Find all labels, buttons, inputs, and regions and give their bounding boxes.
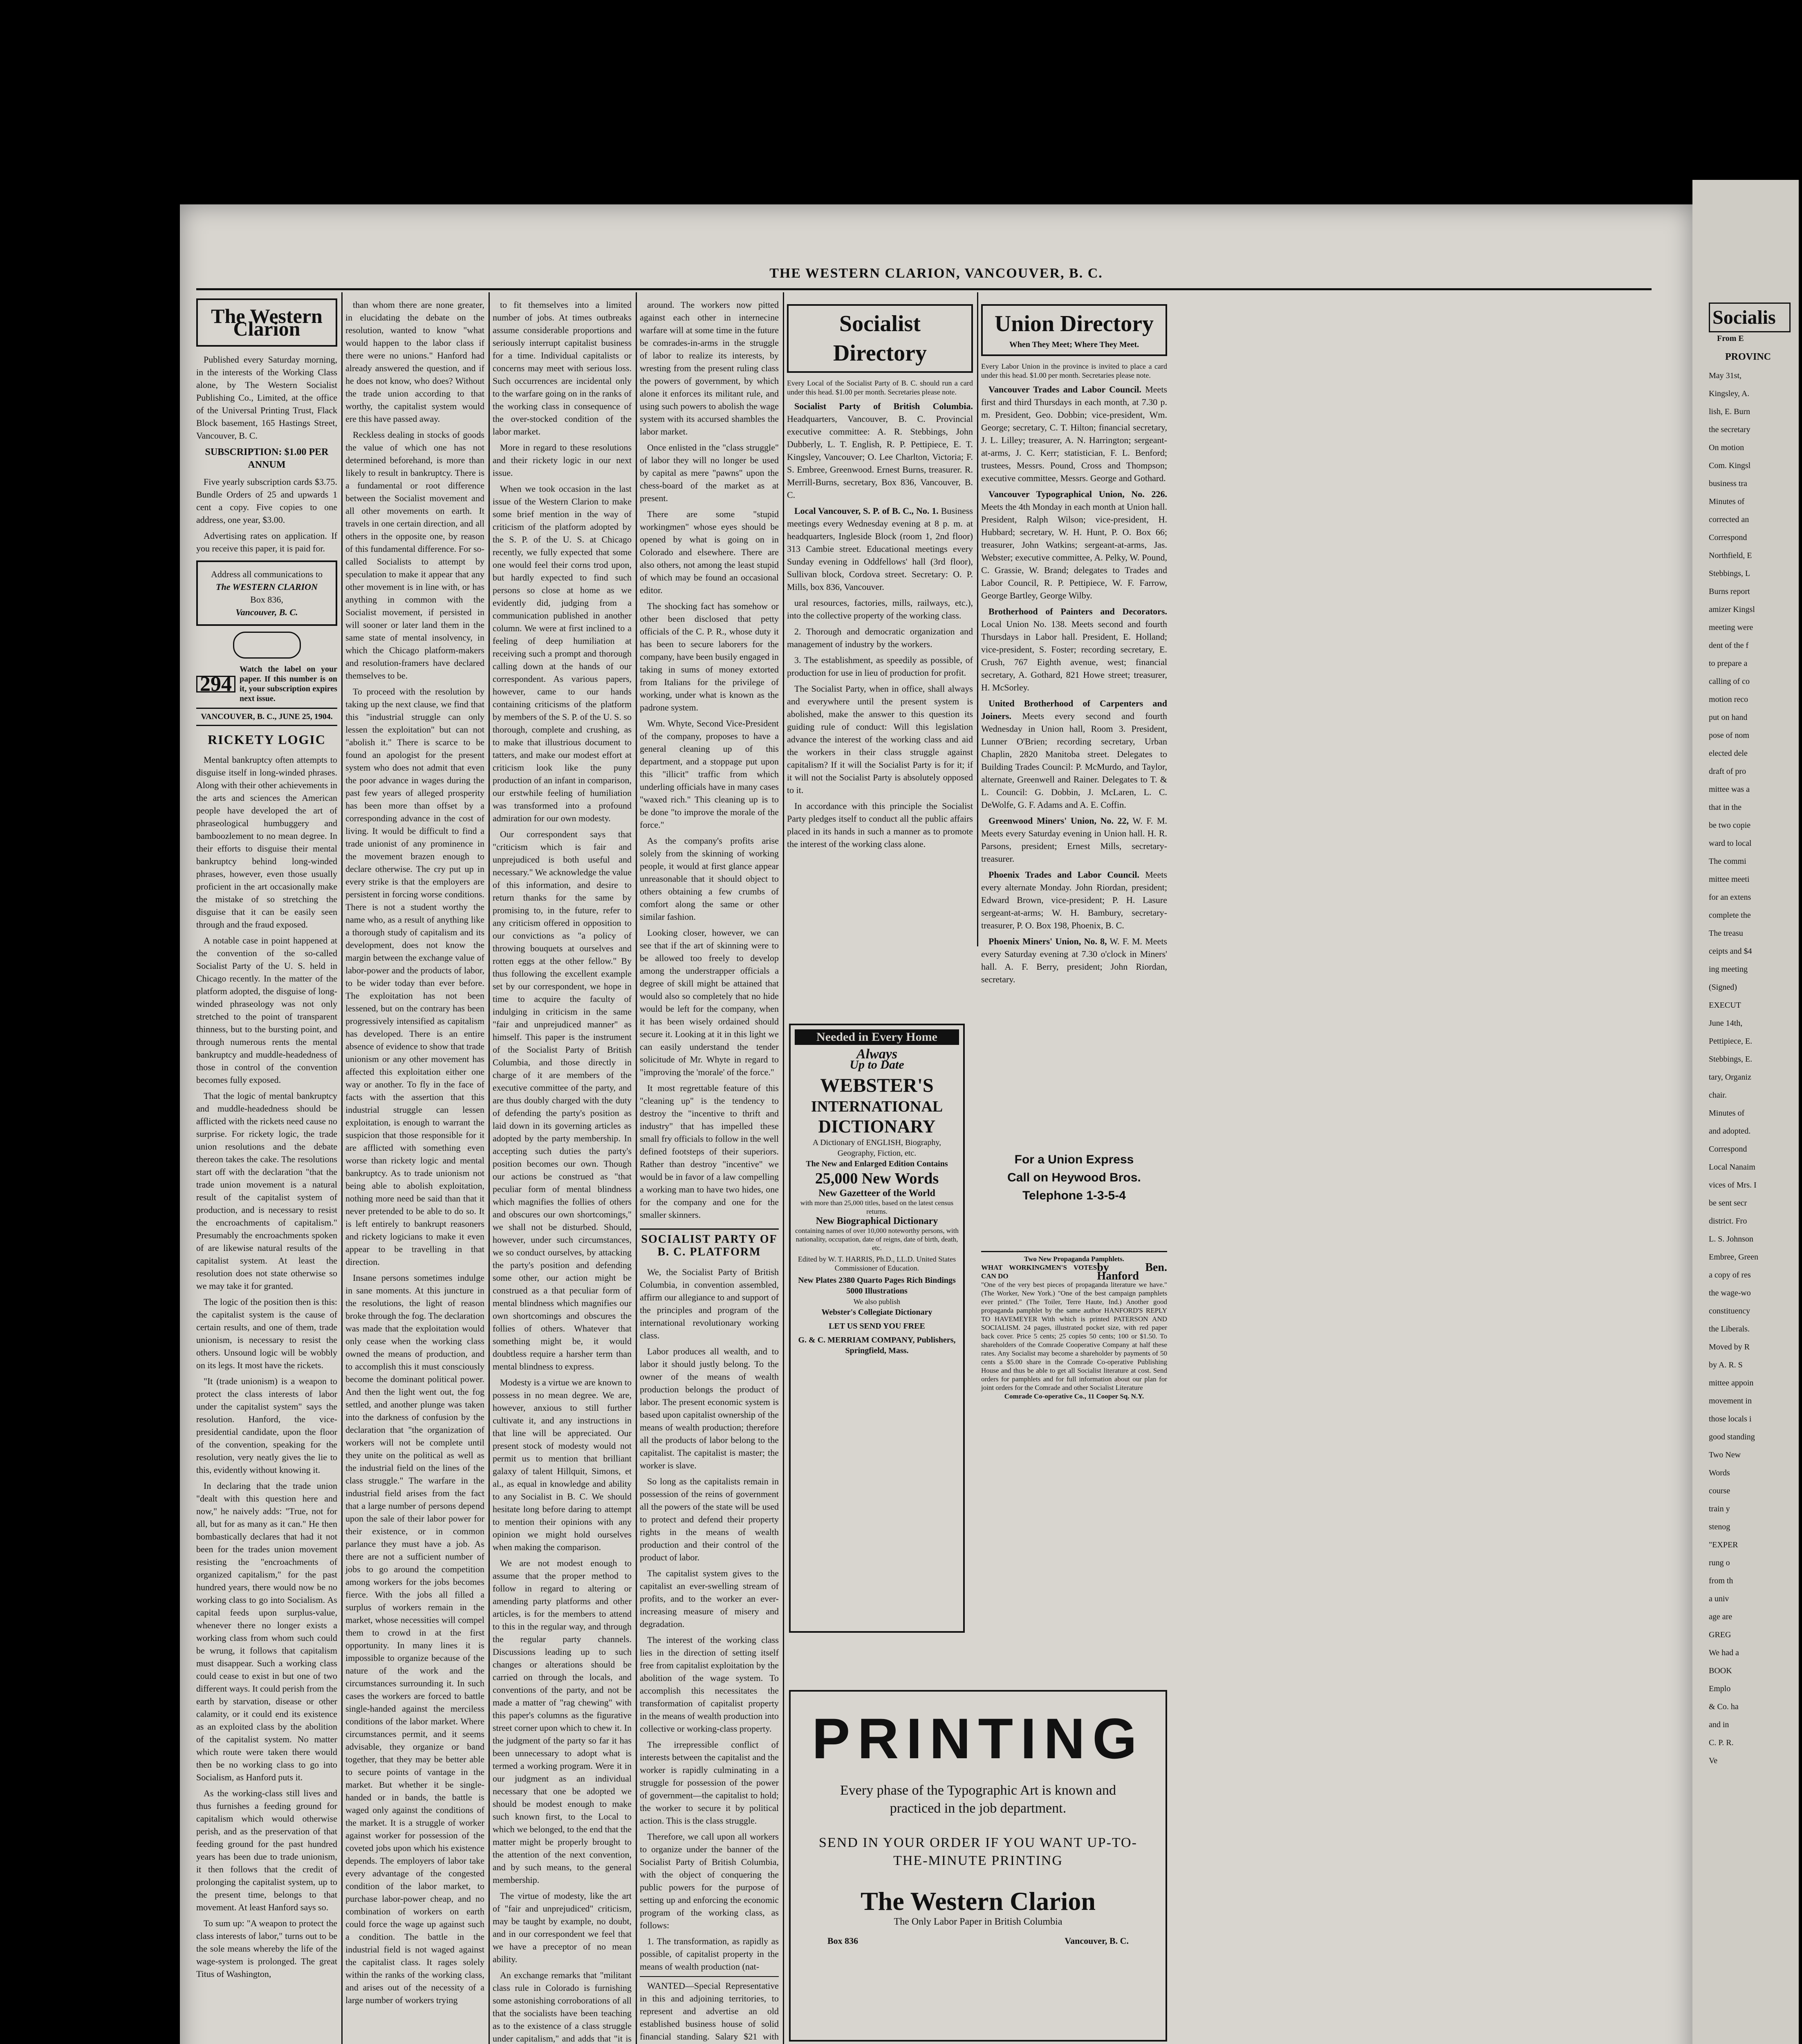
adjacent-text-line: age are [1709, 1612, 1733, 1621]
article-paragraph: than whom there are none greater, in elucidating the debate on the resolution, wanted to know "what would happen to the labor class if there were no unions." Hanford had already answered the question, and if he does not know, who does? Without the trade union according to that worthy, the capitalist system would ere this have passed away. [345, 300, 484, 424]
adjacent-text-line: elected dele [1709, 749, 1748, 758]
editorial-paragraph: The virtue of modesty, like the art of "fair and unprejudiced" criticism, may be taught by example, no doubt, and in our correspondent we feel that we have a preceptor of no mean ability. [493, 1891, 632, 1964]
platform-body [640, 1266, 779, 1973]
adjacent-text-line: BOOK [1709, 1666, 1732, 1675]
adjacent-text-line: mittee appoin [1709, 1378, 1754, 1387]
adjacent-text-line: Northfield, E [1709, 551, 1752, 560]
adjacent-text-line: May 31st, [1709, 371, 1741, 380]
article-paragraph: To proceed with the resolution by taking up the next clause, we find that this "industrial struggle can only lessen the exploitation" but can not "abolish it." There is scarce to be found an apologist for the present system who does not admit that even the poor advance in wages during the past few years of alleged prosperity has been more than offset by a corresponding advance in the cost of living. It would be difficult to find a trade unionist of any prominence in the movement brazen enough to declare otherwise. The cry put up in every strike is that the employers are persistent in forcing worse conditions. There is not a student worthy the name who, as a result of anything like a thorough study of capitalism and its development, does not know the margin between the exchange value of labor-power and the products of labor, to be wider today than ever before. The exploitation has not been lessened, but on the contrary has been progressively intensified as capitalism has developed. There is an entire absence of evidence to show that trade unionism or any other movement has affected this exploitation either one way or another. To fly in the face of facts with the assertion that this industrial struggle can lessen exploitation, is enough to warrant the suspicion that those responsible for it are afflicted with something even worse than rickety logic and mental bankruptcy. As to trade unionism not being able to abolish exploitation, nothing more need be said than that it never pretended to be able to do so. It is left entirely to bankrupt reasoners and rickety logicians to make it even appear to be travelling in that direction. [345, 686, 484, 1267]
adjacent-text-line: Minutes of [1709, 497, 1745, 506]
editorial-paragraph: Looking closer, however, we can see that if the art of skinning were to be allowed too freely to develop among the understrapper officials a degree of skill might be attained that would also so completely that no hide would be left for the company, when it has been wisely ordained should secure it. Looking at it in this light we can easily understand the tender solicitude of Mr. Whyte in regard to "improving the 'morale' of the force." [640, 928, 779, 1077]
adjacent-text-line: Words [1709, 1468, 1730, 1477]
adjacent-text-line: movement in [1709, 1396, 1752, 1405]
printing-ad [789, 1690, 1167, 2042]
dict-title3: DICTIONARY [818, 1116, 936, 1136]
adjacent-text-line: calling of co [1709, 677, 1750, 686]
platform-paragraph: We, the Socialist Party of British Columbia, in convention assembled, affirm our allegiance to and support of the principles and program of the international revolutionary working class. [640, 1267, 779, 1340]
adjacent-text-line: lish, E. Burn [1709, 407, 1750, 416]
platform-paragraph: In accordance with this principle the Socialist Party pledges itself to conduct all the public affairs placed in its hands in such a manner as to promote the interest of the working class alone. [787, 801, 973, 849]
editorial-paragraph: to fit themselves into a limited number of jobs. At times outbreaks assume considerable proportions and seriously interrupt capitalist business for a time. Individual capitalists or concerns may meet with serious loss. Such occurrences are incidental only to the warfare going on in the ranks of the working class in consequence of the over-stocked condition of the labor market. [493, 300, 632, 437]
running-head: THE WESTERN CLARION, VANCOUVER, B. C. [769, 266, 1103, 281]
adjacent-text-line: constituency [1709, 1307, 1750, 1316]
dict-title2: INTERNATIONAL [811, 1098, 943, 1115]
platform-continued [787, 596, 973, 850]
article-body [196, 753, 337, 1980]
pamphlet-text: "One of the very best pieces of propaganda literature we have." (The Worker, New York.) "One of the best campaign pamphlets ever printed." (The Toiler, Terre Haute, Ind.) Another good propaganda pamphlet by the same author HANFORD'S REPLY TO HAVEMEYER With which is printed PATERSON AND SOCIALISM. 24 pages, illustrated pocket size, with red paper back cover. Price 5 cents; 25 copies 50 cents; 100 or $1.50. To shareholders of the Comrade Cooperative Company at half these rates. Any Socialist may become a shareholder by payments of 50 cents a $5.00 share in the Comrade Co-operative Publishing House and thus be able to get all Socialist literature at cost. Send orders for pamphlets and for full information about our plan for joint orders for the Comrade and other Socialist Literature [981, 1281, 1167, 1392]
directory-entry-title: Local Vancouver, S. P. of B. C., No. 1. [794, 506, 939, 516]
adjacent-text-line: be sent secr [1709, 1199, 1747, 1208]
adjacent-text-line: Minutes of [1709, 1109, 1745, 1118]
platform-paragraph: 1. The transformation, as rapidly as possible, of capitalist property in the means of wealth production (nat- [640, 1936, 779, 1972]
platform-paragraph: 3. The establishment, as speedily as possible, of production for use in lieu of production for profit. [787, 655, 973, 678]
adjacent-text-line: for an extens [1709, 893, 1751, 902]
adjacent-text-line: mittee was a [1709, 785, 1750, 794]
directory-entry [981, 605, 1167, 694]
printing-box: Box 836 [827, 1936, 858, 1946]
editorial-paragraph: Modesty is a virtue we are known to possess in no mean degree. We are, however, anxious to still further cultivate it, and any instructions in that line will be appreciated. Our present stock of modesty would not permit us to mention that brilliant galaxy of talent Hillquit, Simons, et al., as equal in knowledge and ability to any Socialist in B. C. We should hesitate long before daring to attempt to mention their opinions with any opinion we might hold ourselves when making the comparison. [493, 1377, 632, 1552]
adjacent-text-line: June 14th, [1709, 1019, 1743, 1028]
adjacent-text-line: EXECUT [1709, 1001, 1741, 1010]
column-1 [196, 298, 337, 2044]
platform-paragraph: The Socialist Party, when in office, shall always and everywhere until the present system is abolished, make the answer to this question its guiding rule of conduct: Will this legislation advance the interest of the working class and aid the workers in their class struggle against capitalism? If it will the Socialist Party is for it; if it will not the Socialist Party is absolutely opposed to it. [787, 684, 973, 795]
platform-paragraph: The interest of the working class lies in the direction of setting itself free from capitalist exploitation by the abolition of the wage system. To accomplish this necessitates the transformation of capitalist property in the means of wealth production into collective or working-class property. [640, 1635, 779, 1734]
dict-also: We also publish [853, 1298, 901, 1306]
adjacent-text-line: ceipts and $4 [1709, 947, 1752, 956]
adjacent-text-line: course [1709, 1486, 1730, 1495]
pamphlet-head: Two New Propaganda Pamphlets. [1024, 1255, 1124, 1263]
newspaper-page [180, 204, 1692, 2044]
pamphlet-company: Comrade Co-operative Co., 11 Cooper Sq. N.Y. [1004, 1392, 1144, 1400]
dict-line2: The New and Enlarged Edition Contains [806, 1159, 948, 1168]
dict-gazetteer-text: with more than 25,000 titles, based on the latest census returns. [800, 1199, 954, 1215]
adjacent-directory-fragment: Socialis [1709, 303, 1791, 332]
column-2 [345, 298, 484, 2044]
directory-entry-title: United Brotherhood of Carpenters and Joiners. [981, 698, 1167, 721]
address-city: Vancouver, B. C. [235, 607, 298, 617]
address-label: Address all communications to [211, 569, 323, 579]
pamphlet-ad [981, 1251, 1167, 1401]
adjacent-text-line: a univ [1709, 1594, 1729, 1603]
directory-entry [787, 504, 973, 593]
dict-always: Always [856, 1047, 898, 1062]
adjacent-text-line: Ve [1709, 1756, 1718, 1765]
adjacent-text-line: Emplo [1709, 1684, 1731, 1693]
printing-send: SEND IN YOUR ORDER IF YOU WANT UP-TO-THE-MINUTE PRINTING [819, 1835, 1137, 1868]
adjacent-text-line: chair. [1709, 1091, 1727, 1100]
adjacent-text-line: Pettipiece, E. [1709, 1037, 1753, 1046]
issue-notice [196, 664, 337, 704]
directory-entry-title: Phoenix Miners' Union, No. 8, [988, 936, 1107, 946]
editorial-paragraph: It most regrettable feature of this "cleaning up" is the tendency to destroy the "incentive to thrift and industry" that has impelled these small fry officials to follow in the well defined footsteps of their superiors. Rather than destroy "incentive" we would be in favor of a law compelling a working man to have two hides, one for the company and one for the smaller skinners. [640, 1083, 779, 1220]
socialist-directory-title: Socialist Directory [833, 311, 927, 366]
adjacent-text-line: from th [1709, 1576, 1733, 1585]
pamphlet-title-row [981, 1263, 1167, 1280]
article-continued [345, 298, 484, 2006]
advertising-text: Advertising rates on application. If you receive this paper, it is paid for. [196, 531, 337, 554]
adjacent-text-line: Kingsley, A. [1709, 389, 1750, 398]
column-rule [636, 292, 637, 2044]
dict-title1: WEBSTER'S [820, 1075, 934, 1096]
editorial-body [493, 298, 632, 2044]
directory-entry [981, 488, 1167, 602]
printing-city: Vancouver, B. C. [1065, 1936, 1129, 1946]
article-paragraph: To sum up: "A weapon to protect the class interests of labor," turns out to be the sole means whereby the life of the wage-system is prolonged. The great Titus of Washington, [196, 1918, 337, 1979]
dict-line1: A Dictionary of ENGLISH, Biography, Geography, Fiction, etc. [812, 1138, 941, 1158]
adjacent-text-line: "EXPER [1709, 1540, 1738, 1549]
express-line3: Telephone 1-3-5-4 [1022, 1189, 1126, 1202]
adjacent-text-line: amizer Kingsl [1709, 605, 1755, 614]
platform-paragraph: The capitalist system gives to the capitalist an ever-swelling stream of profits, and to the worker an ever-increasing measure of misery and degradation. [640, 1568, 779, 1629]
directory-entry [981, 935, 1167, 986]
adjacent-text-line: Burns report [1709, 587, 1750, 596]
dict-bio-text: containing names of over 10,000 noteworthy persons, with nationality, occupation, date of reigns, date of birth, death, etc. [795, 1227, 959, 1252]
adjacent-text-line: The treasu [1709, 929, 1743, 938]
adjacent-text-line: Stebbings, L [1709, 569, 1750, 578]
adjacent-text-line: those locals i [1709, 1414, 1752, 1423]
editorial-paragraph: We are not modest enough to assume that the proper method to follow in regard to altering or amending party platforms and other articles, is for the members to attend to this in the regular way, and through the regular party channels. Discussions leading up to such changes or alterations should be carried on through the locals, and conventions of the party, and not be made a matter of "rag chewing" with this paper's columns as the figurative street corner upon which to chew it. In the judgment of the party so far it has been unnecessary to adopt what is termed a working program. Were it in our judgment as an individual necessary that one be adopted we should be modest enough to make such known first, to the Local to which we belonged, to the end that the matter might be properly brought to the attention of the next convention, and by such means, to the general membership. [493, 1558, 632, 1885]
adjacent-text-line: corrected an [1709, 515, 1749, 524]
directory-entry-text: Headquarters, Vancouver, B. C. Provincial executive committee: A. R. Stebbings, John Dubberly, L. T. English, R. P. Pettipiece, E. T. Kingsley, Vancouver; O. Lee Charlton, Victoria; F. S. Embree, Greenwood. Ernest Burns, treasurer. R. Merrill-Burns, secretary, Box 836, Vancouver, B. C. [787, 414, 973, 500]
adjacent-text-line: Correspond [1709, 533, 1747, 542]
column-6 [981, 298, 1168, 984]
express-line2: Call on Heywood Bros. [1007, 1171, 1141, 1184]
platform-paragraph: The irrepressible conflict of interests between the capitalist and the worker is rapidly culminating in a struggle for possession of the power of government—the capitalist to hold; the worker to secure it by political action. This is the class struggle. [640, 1739, 779, 1826]
adjacent-text-line: that in the [1709, 803, 1741, 812]
article-paragraph: Insane persons sometimes indulge in sane moments. At this juncture in the resolutions, the light of reason broke through the fog. The declaration was made that the exploitation would only cease when the working class owned the means of production, and to accomplish this it must consciously become the dominant political power. And then the light went out, the fog settled, and another plunge was taken into the darkness of confusion by the declaration that "the organization of workers will not be complete until they unite on the political as well as the industrial field on the lines of the class struggle." The warfare in the industrial field arises from the fact that a large number of persons depend upon the sale of their labor power for their existence, or in common parlance they must have a job. As there are not a sufficient number of jobs to go around the competition among workers for the jobs becomes fierce. With the jobs all filled a surplus of workers remain in the market, whose necessities will compel them to crowd in at the first opportunity. In many lines it is impossible to organize because of the nature of the work and the circumstances surrounding it. In such cases the workers are forced to battle single-handed against the merciless conditions of the labor market. Where circumstances permit, and it seems advisable, they organize or band together, that they may be better able to secure points of vantage in the market. But whether it be single-handed or in bands, the battle is waged only against the conditions of the market. It is a struggle of worker against worker for possession of the coveted jobs upon which his existence depends. The employers of labor take every advantage of the congested condition of the labor market, to purchase labor-power cheap, and no combination of workers on earth could force the wage up against such a condition. The battle in the industrial field is not waged against the capitalist class. It rages solely within the ranks of the working class, and arises out of the necessity of a large number of workers trying [345, 1273, 484, 2005]
adjacent-text-line: Two New [1709, 1450, 1741, 1459]
directory-entry-text: Local Union No. 138. Meets second and fourth Thursdays in Labor hall. President, E. Holland; vice-president, S. Foster; recording secretary, E. Crush, 767 Eighth avenue, west; financial secretary, A. Gothard, 821 Howe street; treasurer, H. McSorley. [981, 619, 1167, 693]
directory-entry [981, 814, 1167, 865]
column-rule [341, 292, 343, 2044]
adjacent-text-line: ward to local [1709, 839, 1752, 848]
column-5 [787, 298, 973, 953]
column-rule [977, 292, 978, 946]
adjacent-text-line: ing meeting [1709, 965, 1748, 974]
editorial-continued [640, 298, 779, 1221]
adjacent-text-line: pose of nom [1709, 731, 1749, 740]
printing-sub: The Only Labor Paper in British Columbia [894, 1916, 1062, 1927]
directory-entry-text: Meets every alternate Monday. John Riordan, president; Edward Brown, vice-president; P. H. Lasure sergeant-at-arms; W. H. Bambury, secretary-treasurer, P. O. Box 198, Phoenix, B. C. [981, 870, 1168, 930]
adjacent-text-line: meeting were [1709, 623, 1753, 632]
socialist-directory-box [787, 304, 973, 373]
adjacent-text-line: vices of Mrs. I [1709, 1181, 1757, 1190]
dict-uptodate: Up to Date [849, 1058, 904, 1071]
directory-entry-text: Meets every second and fourth Wednesday in Union hall, Room 3. President, Lunner O'Brien; recording secretary, Urban Chaplin, 2820 Manitoba street. Delegates to Building Trades Council: P. McMurdo, and Taylor, alternate, Greenwell and Rainer. Delegates to T. & L. Council: G. Dobbin, J. McLaren, L. C. DeWolfe, G. F. Adams and A. E. Coffin. [981, 711, 1167, 810]
address-name: The WESTERN CLARION [216, 582, 318, 592]
adjacent-text-line: the Liberals. [1709, 1325, 1750, 1334]
editorial-paragraph: As the company's profits arise solely from the skinning of working people, it would at first glance appear unreasonable that it should object to others obtaining a few crumbs of comfort along the same or other similar fashion. [640, 836, 779, 922]
express-line1: For a Union Express [1014, 1153, 1134, 1166]
adjacent-text-line: Correspond [1709, 1145, 1747, 1154]
adjacent-text-line: draft of pro [1709, 767, 1746, 776]
socialist-directory-entries [787, 400, 973, 593]
editorial-paragraph: When we took occasion in the last issue of the Western Clarion to make some brief mention in the way of criticism of the platform adopted by the S. P. of the U. S. at Chicago recently, we fully expected that some one would feel their corns trod upon, but hardly expected to find such persons so close at home as we evidently did, judging from a communication published in another column. We were at first inclined to a feeling of deep humiliation at receiving such a prompt and thorough calling down at the hands of our correspondent. As various papers, however, came to our hands containing criticisms of the platform by members of the S. P. of the U. S. so thorough, complete and crushing, as to make that illustrious document to tatters, and make our modest effort at criticism look like the puny production of an infant in comparison, our erstwhile feeling of humiliation was transformed into a profound admiration for our own modesty. [493, 484, 632, 823]
union-directory-title: Union Directory [994, 311, 1154, 336]
adjacent-text-line: L. S. Johnson [1709, 1235, 1753, 1244]
editorial-paragraph: More in regard to these resolutions and their rickety logic in our next issue. [493, 442, 632, 478]
adjacent-text-line: GREG [1709, 1630, 1731, 1639]
article-paragraph: Reckless dealing in stocks of goods the value of which one has not determined beforehand, is more than likely to result in bankruptcy. There is a fundamental or root difference between the Socialist movement and all other movements on earth. It travels in one certain direction, and all others in the opposite one, by reason of this fundamental difference. For so-called Socialists to attempt by speculation to make it appear that any other movement is in line with, or has anything in common with the Socialist movement, if persisted in will sooner or later land them in the same state of mental insolvency, in which the Chicago platform-makers and resolution-framers have declared themselves to be. [345, 430, 484, 681]
platform-title: SOCIALIST PARTY OF B. C. PLATFORM [640, 1228, 779, 1258]
column-rule [783, 292, 784, 2044]
directory-entry-title: Vancouver Trades and Labor Council. [988, 384, 1141, 394]
editorial-paragraph: The shocking fact has somehow or other been disclosed that petty officials of the C. P. R., whose duty it has been to secure laborers for the company, have been busily engaged in taking in sums of money extorted from Italians for the privilege of working, under what is known as the padrone system. [640, 601, 779, 713]
subscription: SUBSCRIPTION: $1.00 PER ANNUM [205, 447, 329, 470]
directory-entry-title: Brotherhood of Painters and Decorators. [988, 606, 1167, 616]
directory-entry-text: W. F. M. Meets every Saturday evening in Union hall. H. R. Parsons, president; Ernest Mills, secretary-treasurer. [981, 816, 1168, 864]
editorial-paragraph: An exchange remarks that "militant class rule in Colorado is furnishing some astonishing corroborations of all that the socialists have been teaching as to the existence of a class struggle under capitalism," and adds that "it is [493, 1970, 632, 2044]
directory-entry [981, 697, 1167, 811]
adjacent-text-line: dent of the f [1709, 641, 1749, 650]
adjacent-text-line: motion reco [1709, 695, 1748, 704]
editorial-paragraph: There are some "stupid workingmen" whose eyes should be opened by what is going on in Colorado and elsewhere. There are also others, not among the least stupid of which may be found an occasional editor. [640, 509, 779, 595]
printing-line: Every phase of the Typographic Art is known and practiced in the job department. [840, 1783, 1116, 1816]
adjacent-text-line: Stebbings, E. [1709, 1055, 1753, 1064]
directory-entry-text: Business meetings every Wednesday evening at 8 p. m. at headquarters, Ingleside Block (room 1, 2nd floor) 313 Cambie street. Educational meetings every Sunday evening in Oddfellows' hall (3rd floor), Sullivan block, Cordova street. Secretary: O. P. Mills, box 836, Vancouver. [787, 506, 973, 592]
dict-collegiate: Webster's Collegiate Dictionary [821, 1308, 932, 1317]
adjacent-text-line: district. Fro [1709, 1217, 1747, 1226]
directory-entry-text: W. F. M. Meets every Saturday evening at 7.30 o'clock in Miners' hall. A. F. Berry, president; John Riordan, secretary. [981, 936, 1167, 984]
issue-number: 294 [196, 676, 235, 693]
printing-title: PRINTING [812, 1706, 1144, 1771]
adjacent-text-line: complete the [1709, 911, 1751, 920]
address-box-number: Box 836, [250, 594, 283, 605]
dict-send: LET US SEND YOU FREE [829, 1322, 925, 1331]
adjacent-text-line: by A. R. S [1709, 1360, 1743, 1369]
adjacent-text-line: the wage-wo [1709, 1289, 1751, 1298]
adjacent-text-line: a copy of res [1709, 1271, 1751, 1280]
adjacent-text-line: C. P. R. [1709, 1738, 1734, 1747]
union-directory-entries [981, 383, 1167, 986]
directory-entry-title: Phoenix Trades and Labor Council. [988, 870, 1140, 880]
adjacent-text-line: put on hand [1709, 713, 1748, 722]
union-directory-sub: When They Meet; Where They Meet. [1009, 340, 1139, 349]
article-paragraph: "It (trade unionism) is a weapon to protect the class interests of labor under the capitalist system" says the resolution. Hanford, the vice-presidential candidate, upon the floor of the convention, speaking for the resolution, very neatly gives the lie to this, evidently without knowing it. [196, 1376, 337, 1475]
adjacent-sub-fragment: From E [1717, 334, 1744, 343]
wanted-ad: WANTED—Special Representative in this and adjoining territories, to represent and advertise an old established business house of solid financial standing. Salary $21 with [640, 1976, 779, 2044]
article-paragraph: In declaring that the trade union "dealt with this question here and now," he naively adds: "True, not for all, but for as many as it can." He then bombastically declares that had it not been for the trades union movement resisting the "encroachments of organized capitalism," for the past hundred years, there would now be no working class to go into Socialism. As capital feeds upon surplus-value, whenever there no longer exists a working class from whom such could be wrung, it follows that capitalism must disappear. Such a working class could cease to exist in but one of two different ways. It could perish from the earth by starvation, disease or other calamity, or it could end its existence as an exploited class by the abolition of the capitalist system. No matter which route were taken there would then be no working class to go into Socialism, as Hanford puts it. [196, 1481, 337, 1782]
article-paragraph: As the working-class still lives and thus furnishes a feeding ground for capitalism which would otherwise perish, and as the preservation of that feeding ground for the past hundred years has been due to trade unionism, it then follows that the credit of prolonging the capitalist system, up to the present time, belongs to that movement. At least Hanford says so. [196, 1788, 337, 1912]
adjacent-text-line: mittee meeti [1709, 875, 1750, 884]
union-directory-box [981, 304, 1167, 356]
union-directory-note: Every Labor Union in the province is invited to place a card under this head. $1.00 per month. Secretaries please note. [981, 362, 1167, 379]
dict-banner: Needed in Every Home [795, 1029, 959, 1045]
masthead: The Western Clarion [196, 298, 337, 347]
platform-paragraph: Labor produces all wealth, and to labor it should justly belong. To the owner of the means of wealth production belongs the product of labor. The present economic system is based upon capitalist ownership of the means of wealth production; therefore all the products of labor belong to the capitalist. The capitalist is master; the worker is slave. [640, 1346, 779, 1470]
platform-paragraph: 2. Thorough and democratic organization and management of industry by the workers. [787, 626, 973, 649]
adjacent-page-edge [1692, 180, 1799, 2044]
address-box [196, 560, 337, 626]
directory-entry [787, 400, 973, 501]
column-4 [640, 298, 779, 2044]
adjacent-text-line: and in [1709, 1720, 1729, 1729]
adjacent-text-line: stenog [1709, 1522, 1730, 1531]
pamphlet-title: WHAT WORKINGMEN'S VOTES CAN DO [981, 1264, 1097, 1280]
express-ad [981, 1153, 1167, 1203]
adjacent-provinc: PROVINC [1725, 352, 1771, 362]
adjacent-text-line: (Signed) [1709, 983, 1737, 992]
adjacent-text-line: business tra [1709, 479, 1747, 488]
directory-entry-title: Greenwood Miners' Union, No. 22, [988, 816, 1129, 826]
adjacent-text-line: train y [1709, 1504, 1730, 1513]
dict-new-words: 25,000 New Words [815, 1170, 939, 1187]
dateline: VANCOUVER, B. C., JUNE 25, 1904. [196, 708, 337, 726]
dictionary-ad [789, 1024, 965, 1633]
dict-gazetteer: New Gazetteer of the World [818, 1188, 935, 1199]
union-label-logo [233, 632, 301, 659]
dict-bio: New Biographical Dictionary [816, 1216, 938, 1226]
editorial-paragraph: Wm. Whyte, Second Vice-President of the company, proposes to have a general cleaning up of this department, and a stoppage put upon this "illicit" traffic from which underling officials have in many cases "waxed rich." This cleaning up is to be done "to improve the morale of the force." [640, 718, 779, 830]
adjacent-text-line: the secretary [1709, 425, 1750, 434]
socialist-directory-note: Every Local of the Socialist Party of B. C. should run a card under this head. $1.00 per month. Secretaries please note. [787, 379, 973, 396]
adjacent-text-line: We had a [1709, 1648, 1739, 1657]
platform-paragraph: ural resources, factories, mills, railways, etc.), into the collective property of the working class. [787, 598, 973, 621]
publisher-text: Published every Saturday morning, in the interests of the Working Class alone, by The Western Socialist Publishing Co., Limited, at the office of the Universal Printing Trust, Flack Block basement, 165 Hastings Street, Vancouver, B. C. [196, 354, 337, 441]
directory-entry-text: Meets first and third Thursdays in each month, at 7.30 p. m. President, Geo. Dobbin; vice-president, Wm. George; secretary, C. T. Hilton; financial secretary, J. L. Lilley; treasurer, A. N. Harrington; sergeant-at-arms, J. C. Kerr; statistician, F. L. Benford; trustees, Messrs. Pound, Cross and Thompson; executive committee, Messrs. George and Gothard. [981, 384, 1167, 483]
article-paragraph: A notable case in point happened at the convention of the so-called Socialist Party of the U. S. held in Chicago recently. In the matter of the platform adopted, the disguise of long-winded phraseology was not only stretched to the point of transparent thinness, but to the bursting point, and through numerous rents the mental bankruptcy and muddle-headedness of those in control of the convention becomes fully exposed. [196, 935, 337, 1085]
editorial-paragraph: Our correspondent says that "criticism which is fair and unprejudiced is both useful and necessary." We acknowledge the value of this information, and desire to return thanks for the same by promising to, in the future, refer to any criticism offered in opposition to our convictions as "a policy of throwing bouquets at ourselves and rotten eggs at the other fellow." By thus following the excellent example set by our correspondent, we hope in time to acquire the faculty of indulging in criticism in the same "fair and unprejudiced manner" as himself. This paper is the instrument of the Socialist Party of British Columbia, and those directly in charge of it are members of the executive committee of the party, and are thus doubly charged with the duty of defending the party's position as laid down in its governing articles as adopted by the party membership. In accepting such duties the party's position becomes our own. Though our actions be construed as "that peculiar form of mental blindness which magnifies the follies of others and obscures our own shortcomings," we shall not be disturbed. Should, however, under such circumstances, we so conduct ourselves, by attacking the party's position and defending some other, our action might be construed as a that peculiar form of mental blindness which magnifies our own shortcomings and obscures the follies of others. Whatever that something might be, it would doubtless require a harsher term than mental blindness to express. [493, 829, 632, 1372]
adjacent-text-line: Com. Kingsl [1709, 461, 1751, 470]
adjacent-text-line: be two copie [1709, 821, 1751, 830]
adjacent-text-line: tary, Organiz [1709, 1073, 1751, 1082]
printing-footer [827, 1936, 1129, 1946]
header-rule [196, 288, 1652, 290]
platform-paragraph: Therefore, we call upon all workers to organize under the banner of the Socialist Party of British Columbia, with the object of conquering the public powers for the purpose of setting up and enforcing the economic program of the working class, as follows: [640, 1831, 779, 1930]
label-notice: Watch the label on your paper. If this number is on it, your subscription expires next issue. [240, 665, 337, 703]
column-3 [493, 298, 632, 2044]
editorial-paragraph: around. The workers now pitted against each other in internecine warfare will at some time in the future be comrades-in-arms in the struggle of labor to realize its interests, by wresting from the present ruling class the powers of government, by which alone it enforces its militant rule, and using such powers to abolish the wage system with its accursed shambles the labor market. [640, 300, 779, 437]
article-paragraph: That the logic of mental bankruptcy and muddle-headedness should be afflicted with the rickets need cause no surprise. For rickety logic, the trade union resolutions and the debate thereon takes the cake. The resolutions start off with the declaration "that the trade union movement is a natural result of the capitalist system of production, and is necessary to resist the encroachments of capitalism." Presumably the encroachments spoken of are likewise natural results of the capitalist system. At least the resolution does not state otherwise so we may take it for granted. [196, 1091, 337, 1291]
platform-paragraph: So long as the capitalists remain in possession of the reins of government all the powers of the state will be used to protect and defend their property rights in the means of wealth production and their control of the product of labor. [640, 1476, 779, 1562]
editorial-paragraph: Once enlisted in the "class struggle" of labor they will no longer be used by capital as mere "pawns" upon the chess-board of the market as at present. [640, 442, 779, 503]
dict-company: G. & C. MERRIAM COMPANY, Publishers, Springfield, Mass. [798, 1336, 956, 1355]
directory-entry-title: Vancouver Typographical Union, No. 226. [988, 489, 1167, 499]
dict-plates: New Plates 2380 Quarto Pages Rich Bindings 5000 Illustrations [798, 1276, 956, 1295]
article-title: RICKETY LOGIC [208, 732, 326, 747]
pamphlet-author: by Ben. Hanford [1097, 1261, 1167, 1282]
directory-entry-text: Meets the 4th Monday in each month at Union hall. President, Ralph Wilson; vice-president, H. Hubbard; secretary, W. H. Hunt, P. O. Box 66; treasurer, John Watkins; sergeant-at-arms, Jas. Webster; executive committee, A. Pelky, W. Pound, C. Grassie, W. Brand; delegates to Trades and Labor Council, R. P. Pettipiece, W. F. Farrow, George Bartley, George Wilby. [981, 502, 1167, 601]
adjacent-text-line: and adopted. [1709, 1127, 1751, 1136]
column-rule [489, 292, 490, 2044]
adjacent-text-line: rung o [1709, 1558, 1730, 1567]
rates-text: Five yearly subscription cards $3.75. Bundle Orders of 25 and upwards 1 cent a copy. Five copies to one address, one year, $3.00. [196, 477, 337, 525]
directory-entry [981, 383, 1167, 484]
dict-edited: Edited by W. T. HARRIS, Ph.D., LL.D. United States Commissioner of Education. [798, 1255, 956, 1272]
article-paragraph: The logic of the position then is this: the capitalist system is the cause of certain results, and one of them, trade unionism, is necessary to resist the others. Unsound logic will be wobbly on its legs. It most have the rickets. [196, 1297, 337, 1370]
printing-masthead: The Western Clarion [861, 1887, 1096, 1916]
adjacent-text-line: & Co. ha [1709, 1702, 1739, 1711]
adjacent-text-line: Moved by R [1709, 1342, 1750, 1351]
adjacent-text-line: On motion [1709, 443, 1744, 452]
adjacent-text-line: to prepare a [1709, 659, 1748, 668]
directory-entry-title: Socialist Party of British Columbia. [794, 401, 973, 411]
directory-entry [981, 868, 1167, 932]
article-paragraph: Mental bankruptcy often attempts to disguise itself in long-winded phrases. Along with their other achievements in the arts and sciences the American people have developed the art of phraseological humbuggery and bamboozlement to no mean degree. In their efforts to disguise their mental bankruptcy behind long-winded phrases, however, even those usually proficient in the art occasionally make the mistake of so stretching the disguise that it can be easily seen through and the fraud exposed. [196, 755, 337, 930]
adjacent-text-line: Local Nanaim [1709, 1163, 1755, 1172]
adjacent-text-line: good standing [1709, 1432, 1755, 1441]
adjacent-text-line: The commi [1709, 857, 1746, 866]
adjacent-text-fragments [1709, 367, 1799, 2044]
adjacent-text-line: Embree, Green [1709, 1253, 1759, 1262]
